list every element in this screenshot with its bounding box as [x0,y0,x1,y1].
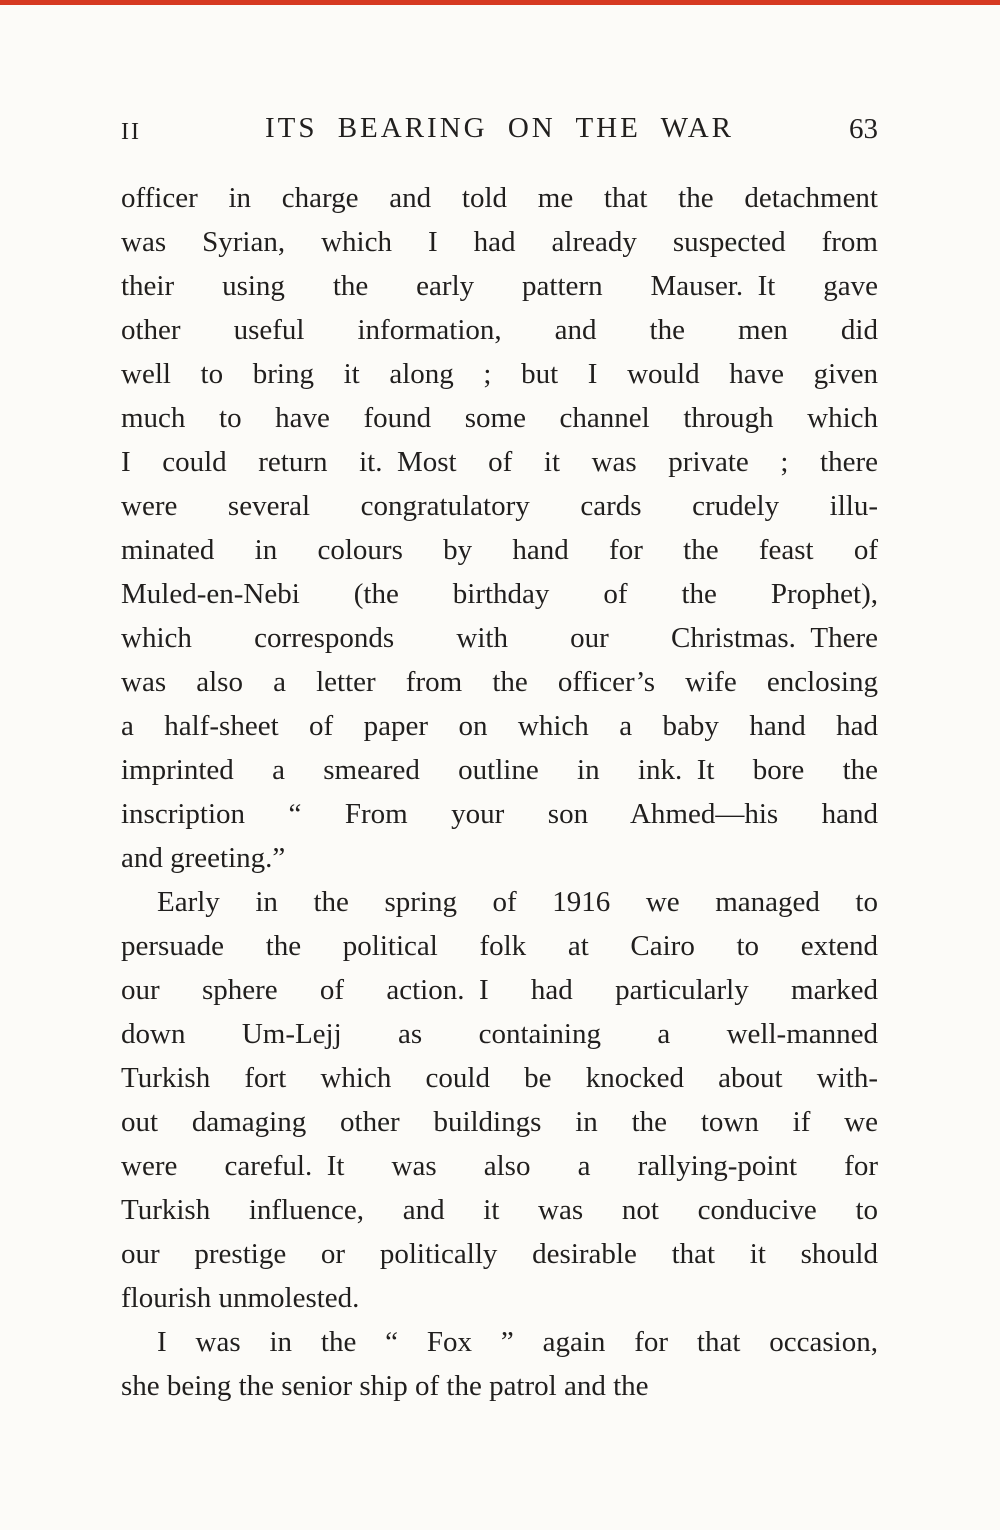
page-header [121,112,878,154]
text-line: well to bring it along ; but I would have given [121,358,878,390]
text-line: down Um-Lejj as containing a well-manned [121,1018,878,1050]
text-line: persuade the political folk at Cairo to extend [121,930,878,962]
page-number: 63 [849,113,878,145]
text-line: flourish unmolested. [121,1282,360,1314]
text-line: which corresponds with our Christmas. There [121,622,878,654]
paragraph [121,1320,878,1408]
text-line: a half-sheet of paper on which a baby hand had [121,710,878,742]
text-line: Turkish fort which could be knocked about with- [121,1062,878,1094]
text-line: much to have found some channel through which [121,402,878,434]
text-line: Turkish influence, and it was not conducive to [121,1194,878,1226]
text-line: Muled-en-Nebi (the birthday of the Prophet), [121,578,878,610]
text-line: was Syrian, which I had already suspected from [121,226,878,258]
scan-artifact-line [0,0,1000,5]
text-line: their using the early pattern Mauser. It gave [121,270,878,302]
text-line: I was in the “ Fox ” again for that occasion, [157,1326,878,1358]
text-line: I could return it. Most of it was private ; there [121,446,878,478]
text-line: our prestige or politically desirable that it should [121,1238,878,1270]
text-line: inscription “ From your son Ahmed—his hand [121,798,878,830]
paragraph [121,176,878,880]
text-line: she being the senior ship of the patrol and the [121,1370,649,1402]
paragraph [121,880,878,1320]
text-line: Early in the spring of 1916 we managed to [157,886,878,918]
text-line: officer in charge and told me that the detachment [121,182,878,214]
body-text [121,176,878,1408]
text-line: other useful information, and the men did [121,314,878,346]
text-line: imprinted a smeared outline in ink. It bore the [121,754,878,786]
text-line: minated in colours by hand for the feast of [121,534,878,566]
running-title: ITS BEARING ON THE WAR [264,112,735,144]
text-line: our sphere of action. I had particularly marked [121,974,878,1006]
text-line: were several congratulatory cards crudely illu- [121,490,878,522]
chapter-numeral: II [121,119,141,145]
text-line: and greeting.” [121,842,286,874]
text-line: out damaging other buildings in the town if we [121,1106,878,1138]
text-line: were careful. It was also a rallying-point for [121,1150,878,1182]
text-line: was also a letter from the officer’s wife enclosing [121,666,878,698]
